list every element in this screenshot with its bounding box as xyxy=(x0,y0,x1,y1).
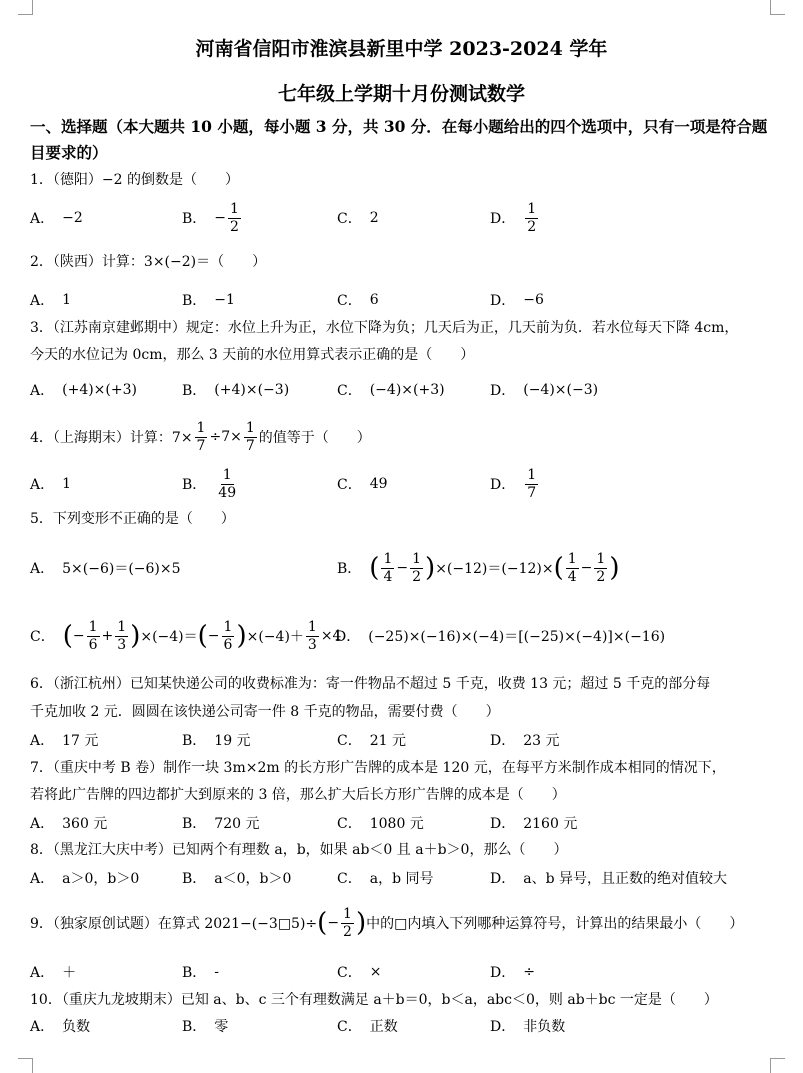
fraction: $\frac{1}{49}$ xyxy=(218,467,237,501)
question-6-options xyxy=(30,728,775,752)
option-a: A． 1 xyxy=(30,476,72,493)
option-d: D． 23 元 xyxy=(490,733,560,749)
fraction: $\frac{1}{3}$ xyxy=(117,619,127,653)
option-d: D． (−4)×(−3) xyxy=(490,382,599,399)
question-3-stem-line1: 3．（江苏南京建邺期中）规定：水位上升为正，水位下降为负；几天后为正，几天前为负．若水位每天下降 4cm， xyxy=(30,320,739,336)
option-b: B． (+4)×(−3) xyxy=(182,382,290,399)
option-d: D． 非负数 xyxy=(490,1019,566,1035)
question-7-options xyxy=(30,811,775,835)
question-3-options xyxy=(30,372,775,408)
question-4-stem: 4．（上海期末）计算：7× $\frac{1}{7}$ ÷7× $\frac{1}{7}$ 的值等于（ ） xyxy=(30,420,371,454)
option-d: D． $\frac{1}{2}$ xyxy=(490,201,537,235)
option-d: D． (−25)×(−16)×(−4)＝[(−25)×(−4)]×(−16) xyxy=(335,629,666,645)
question-2-stem: 2．（陕西）计算：3×(−2)＝（ ） xyxy=(30,254,267,270)
question-9-options xyxy=(30,960,775,984)
fraction: $\frac{1}{2}$ xyxy=(343,906,352,940)
option-a: A． 负数 xyxy=(30,1019,91,1035)
option-c: C． 正数 xyxy=(337,1019,398,1035)
option-a: A． (+4)×(+3) xyxy=(30,382,137,399)
crop-mark-bottom-right xyxy=(770,1058,785,1073)
option-a: A． 1 xyxy=(30,292,72,309)
option-c: C． 21 元 xyxy=(337,733,406,749)
question-2-options xyxy=(30,282,775,318)
option-d: D． $\frac{1}{7}$ xyxy=(490,467,537,501)
option-d: D． −6 xyxy=(490,292,544,309)
option-c: C． 1080 元 xyxy=(337,816,424,832)
option-d: D． 2160 元 xyxy=(490,816,578,832)
option-a: A． ＋ xyxy=(30,965,77,981)
question-6-stem-line2: 千克加收 2 元．圆圆在该快递公司寄一件 8 千克的物品，需要付费（ ） xyxy=(30,704,500,720)
question-1-stem: 1．（德阳）−2 的倒数是（ ） xyxy=(30,172,239,188)
question-3-stem-line2: 今天的水位记为 0cm，那么 3 天前的水位用算式表示正确的是（ ） xyxy=(30,347,475,363)
option-a: A． −2 xyxy=(30,210,83,227)
option-c: C． (−4)×(+3) xyxy=(337,382,445,399)
option-b: B． 19 元 xyxy=(182,733,251,749)
fraction: $\frac{1}{6}$ xyxy=(223,619,233,653)
question-7-stem-line1: 7．（重庆中考 B 卷）制作一块 3m×2m 的长方形广告牌的成本是 120 元，在每平方米制作成本相同的情况下， xyxy=(30,760,726,776)
question-1-options xyxy=(30,198,775,238)
option-a: A． 17 元 xyxy=(30,733,99,749)
fraction: $\frac{1}{3}$ xyxy=(307,619,317,653)
question-10-options xyxy=(30,1014,775,1038)
option-b: B． a＜0，b＞0 xyxy=(182,871,292,887)
option-c: C． 6 xyxy=(337,292,379,309)
fraction: $\frac{1}{2}$ xyxy=(412,551,422,585)
fraction: $\frac{1}{7}$ xyxy=(245,420,255,454)
section-heading: 一、选择题（本大题共 10 小题，每小题 3 分，共 30 分．在每小题给出的四个选项中，只有一项是符合题目要求的） xyxy=(30,117,768,162)
fraction: $\frac{1}{2}$ xyxy=(596,551,606,585)
option-c: C． a，b 同号 xyxy=(337,871,434,887)
fraction: $\frac{1}{4}$ xyxy=(383,551,393,585)
option-a: A． 360 元 xyxy=(30,816,108,832)
question-5-options-ab xyxy=(30,544,775,592)
question-8-stem: 8．（黑龙江大庆中考）已知两个有理数 a，b，如果 ab＜0 且 a＋b＞0，那么（ ） xyxy=(30,842,568,858)
question-4-options xyxy=(30,462,775,506)
option-c: C． 49 xyxy=(337,476,388,493)
option-c: C． × xyxy=(337,964,382,981)
question-6-stem-line1: 6．（浙江杭州）已知某快递公司的收费标准为：寄一件物品不超过 5 千克，收费 13 元；超过 5 千克的部分每 xyxy=(30,676,711,692)
question-9-stem: 9．（独家原创试题）在算式 2021−(−3□5)÷ ( − $\frac{1}{2}$ ) 中的□内填入下列哪种运算符号，计算出的结果最小（ ） xyxy=(30,906,744,940)
option-a: A． a＞0，b＞0 xyxy=(30,871,140,887)
fraction: $\frac{1}{7}$ xyxy=(196,420,206,454)
question-5-options-cd xyxy=(30,612,775,660)
crop-mark-top-left xyxy=(18,0,33,15)
title-exam: 七年级上学期十月份测试数学 xyxy=(277,83,525,105)
option-b: B． 720 元 xyxy=(182,816,260,832)
option-c: C． 2 xyxy=(337,210,379,227)
fraction: $\frac{1}{2}$ xyxy=(527,201,537,235)
question-8-options xyxy=(30,866,775,890)
option-a: A． 5×(−6)＝(−6)×5 xyxy=(30,561,181,577)
option-d: D． a、b 异号，且正数的绝对值较大 xyxy=(490,871,727,887)
option-b: B． $\frac{1}{49}$ xyxy=(182,467,237,501)
fraction: $\frac{1}{2}$ xyxy=(230,201,239,235)
question-7-stem-line2: 若将此广告牌的四边都扩大到原来的 3 倍，那么扩大后长方形广告牌的成本是（ ） xyxy=(30,787,566,803)
crop-mark-bottom-left xyxy=(18,1058,33,1073)
fraction: $\frac{1}{6}$ xyxy=(88,619,98,653)
fraction: $\frac{1}{7}$ xyxy=(527,467,537,501)
option-b: B． - xyxy=(182,964,220,981)
option-c: C． ( − $\frac{1}{6}$ + $\frac{1}{3}$ ) ×(−4)＝ ( − $\frac{1}{6}$ ) ×(−4)＋ $\frac{1}{3}$ ×4 xyxy=(30,619,342,653)
option-b: B． − $\frac{1}{2}$ xyxy=(182,201,239,235)
option-b: B． 零 xyxy=(182,1019,229,1035)
option-d: D． ÷ xyxy=(490,964,535,981)
option-b: B． −1 xyxy=(182,292,235,309)
option-b: B． ( $\frac{1}{4}$ − $\frac{1}{2}$ ) ×(−12)＝(−12)× ( $\frac{1}{4}$ − $\frac{1}{2}$ ) xyxy=(337,551,620,585)
fraction: $\frac{1}{4}$ xyxy=(567,551,577,585)
crop-mark-top-right xyxy=(770,0,785,15)
title-school: 河南省信阳市淮滨县新里中学 2023-2024 学年 xyxy=(195,38,608,60)
question-5-stem: 5．下列变形不正确的是（ ） xyxy=(30,511,235,527)
question-10-stem: 10．（重庆九龙坡期末）已知 a、b、c 三个有理数满足 a＋b＝0，b＜a，abc＜0，则 ab＋bc 一定是（ ） xyxy=(30,992,718,1008)
